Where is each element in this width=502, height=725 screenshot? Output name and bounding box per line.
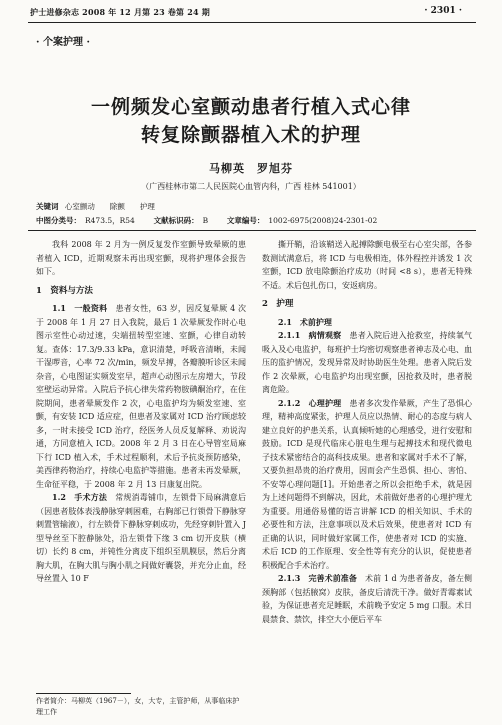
section-heading: 2 护理 <box>262 299 294 309</box>
paragraph <box>262 329 472 397</box>
keywords <box>36 201 155 212</box>
article-id-label: 文章编号： <box>226 216 265 225</box>
clc-label: 中图分类号： <box>36 216 81 225</box>
paragraph <box>262 397 472 573</box>
paragraph-text: 患者多次发作晕厥，产生了恐惧心理，精神高度紧张，护理人员应以热情、耐心的态度与病人建立良好的护患关系，认真倾听她的心理感受，进行安慰和鼓励。ICD 是现代临床心脏电生理与起搏技术和现代微电子技术紧密结合的高科技成果。患者和家属对手术不了解，又要负担昂贵的治疗费用，因而会产生恐惧、担心、害怕、不安等心理问题[1]。开始患者之所以会拒绝手术，就是因为上述问题得不到解决，因此，术前做好患者的心理护理尤为重要。用通俗易懂的语言讲解 ICD 的相关知识、手术的必要性和方法，注意事项以及术后效果，使患者对 ICD 有正确的认识，同时做好家属工作，使患者对 ICD 的实施、术后 ICD 的工作原理、安全性等有充分的认识，促使患者积极配合手术治疗。 <box>262 398 472 570</box>
paragraph-text: 术前 1 d 为患者备皮，备左侧颈胸部（包括腋窝）皮肤，备皮后清洗干净。做好青霉素试验，为保证患者充足睡眠，术前晚予安定 5 mg 口服。术日晨禁食、禁饮，排空大小便后平车 <box>262 574 472 624</box>
right-column <box>262 238 472 626</box>
classification-line <box>36 215 377 226</box>
author-footnote: 作者简介：马柳英（1967－），女，大专，主管护师，从事临床护理工作 <box>36 697 240 716</box>
article-title-line-1: 一例频发心室颤动患者行植入式心律 <box>90 96 411 118</box>
journal-citation: 护士进修杂志 2008 年 12 月第 23 卷第 24 期 <box>30 7 210 17</box>
paragraph <box>36 302 246 491</box>
paragraph-heading: 2.1.1 病情观察 <box>278 330 342 340</box>
paragraph-text: 撕开鞘，沿该鞘送入起搏除颤电极至右心室尖部，各参数测试满意后，将 ICD 与电极相连，体外程控并诱发 1 次室颤，ICD 放电除颤治疗成功（时间 <8 s），患者无特殊不适。术后包扎伤口，安返病房。 <box>262 240 472 290</box>
paragraph-heading: 2.1.3 完善术前准备 <box>278 573 357 583</box>
affiliation: （广西桂林市第二人民医院心血管内科，广西 桂林 541001） <box>141 182 361 191</box>
paragraph <box>36 238 246 279</box>
paragraph-text: 我科 2008 年 2 月为一例反复发作室颤导致晕厥的患者植入 ICD，近期观察未再出现室颤，现将护理体会报告如下。 <box>36 240 246 276</box>
paragraph-heading: 2.1.2 心理护理 <box>278 397 342 408</box>
page-number: · 2301 · <box>424 6 462 16</box>
subsection-heading: 2.1 术前护理 <box>278 316 332 327</box>
keywords-text: 心室颤动 除颤 护理 <box>64 202 155 211</box>
keywords-label: 关键词 <box>36 202 59 211</box>
page-header <box>0 0 502 22</box>
left-column <box>36 238 246 586</box>
doc-code-value: B <box>202 216 209 225</box>
section-heading: 1 资料与方法 <box>36 285 93 296</box>
header-rule <box>28 22 476 23</box>
paragraph <box>36 491 246 586</box>
paragraph-heading: 1.1 一般资料 <box>52 303 108 313</box>
paragraph-heading: 1.2 手术方法 <box>52 492 108 502</box>
meta-rule <box>28 230 476 231</box>
footnote-rule <box>36 693 131 694</box>
paragraph <box>262 572 472 626</box>
clc-value: R473.5，R54 <box>85 216 135 225</box>
paragraph-text: 患者女性，63 岁，因反复晕厥 4 次于 2008 年 1 月 27 日入我院，最后 1 次晕厥发作时心电图示室性心动过速，尖端扭转型室速、室颤，心律自动转复。查体：17.3/9.33 kPa，意识清楚，呼吸音清晰，未闻干湿啰音，心率 72 次/min，频发早搏，各瓣膜听诊区未闻杂音，心电图证实频发室早，超声心动图示左房增大，节段室壁运动异常。入院后予抗心律失常药物胺碘酮治疗，在住院期间，患者晕厥发作 2 次，心电监护均为频发室速、室颤，有安装 ICD 适应症，但患者及家属对 ICD 治疗顾虑较多，一时未接受 ICD 治疗，经医务人员反复解释、劝说沟通，方同意植入 ICD。2008 年 2 月 3 日在心导管室局麻下行 ICD 植入术，手术过程顺利，术后予抗炎预防感染，美西律药物治疗，持续心电监护等措施。患者未再发晕厥，生命征平稳，于 2008 年 2 月 13 日康复出院。 <box>36 304 246 489</box>
section-tag: · 个案护理 · <box>36 37 90 48</box>
paragraph <box>262 238 472 292</box>
paragraph-text: 常规消毒铺巾，左锁骨下局麻满意后（因患者肢体表浅静脉穿刺困难，右胸部已行锁骨下静脉穿刺置管输液），行左锁骨下静脉穿刺成功，先经穿刺针置入 J 型导丝至下腔静脉处，沿左锁骨下缘 3 cm 切开皮肤（横切）长约 8 cm，并钝性分离皮下组织至肌膜层，然后分离胸大肌，在胸大肌与胸小肌之间做好囊袋，并充分止血，经导丝置入 10 F <box>36 493 246 583</box>
doc-code-label: 文献标识码： <box>153 216 199 225</box>
article-id-value: 1002-6975(2008)24-2301-02 <box>268 216 378 225</box>
article-title-line-2: 转复除颤器植入术的护理 <box>140 124 361 146</box>
authors: 马柳英 罗旭芬 <box>209 162 293 175</box>
paragraph-text: 患者入院后进入抢救室，持续氧气吸入及心电监护，每班护士均密切观察患者神志及心电、血压的监护情况，发现异常及时协助医生处理。患者入院后发作 2 次晕厥，心电监护均出现室颤，因抢救及时，患者脱离危险。 <box>262 331 472 394</box>
